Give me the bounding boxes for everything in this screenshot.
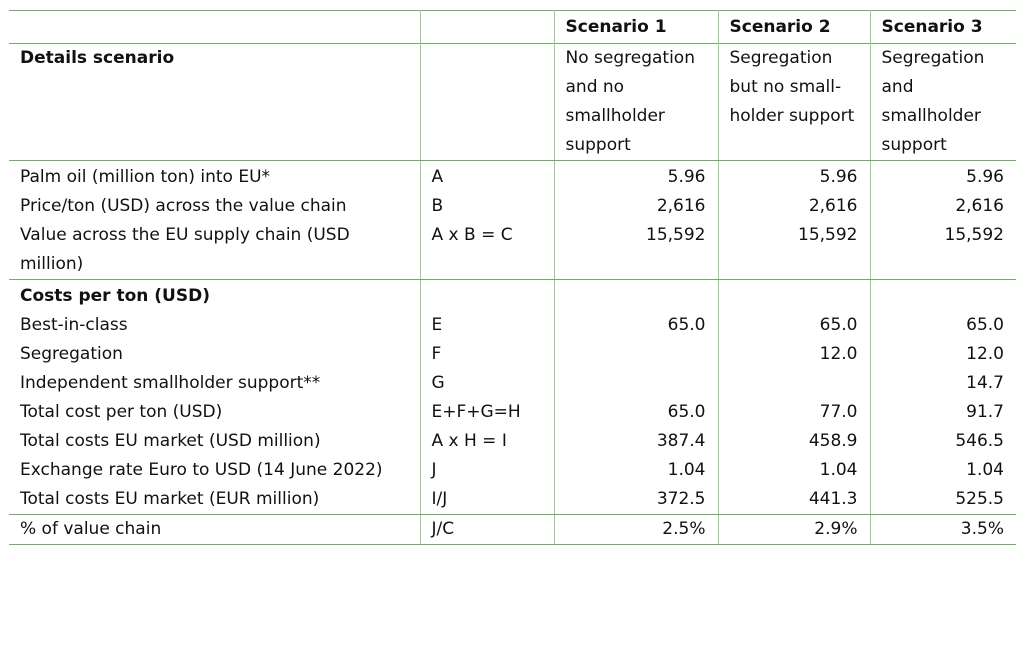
row-value-s2 — [718, 369, 870, 398]
header-scenario-1: Scenario 1 — [554, 11, 718, 44]
row-value-s2: 65.0 — [718, 311, 870, 340]
header-scenario-3: Scenario 3 — [870, 11, 1016, 44]
details-row — [9, 44, 1016, 161]
row-value-s3: 525.5 — [870, 485, 1016, 515]
row-value-s3: 14.7 — [870, 369, 1016, 398]
row-value-s1: 65.0 — [554, 398, 718, 427]
row-value-s2: 2.9% — [718, 515, 870, 545]
table-row-final — [9, 515, 1016, 545]
table-row — [9, 221, 1016, 280]
header-empty-cell — [9, 11, 420, 44]
row-code: J/C — [420, 515, 554, 545]
row-value-s1: 5.96 — [554, 161, 718, 193]
scenario-cost-table — [9, 10, 1016, 545]
row-code: G — [420, 369, 554, 398]
row-code: A — [420, 161, 554, 193]
row-label: Independent smallholder support** — [9, 369, 420, 398]
details-label: Details scenario — [9, 44, 420, 161]
row-code: F — [420, 340, 554, 369]
row-label: Segregation — [9, 340, 420, 369]
row-value-s2: 5.96 — [718, 161, 870, 193]
table-row — [9, 398, 1016, 427]
row-value-s2: 12.0 — [718, 340, 870, 369]
row-label: Price/ton (USD) across the value chain — [9, 192, 420, 221]
row-value-s1: 2.5% — [554, 515, 718, 545]
row-code: A x B = C — [420, 221, 554, 280]
row-value-s3: 546.5 — [870, 427, 1016, 456]
row-code: E+F+G=H — [420, 398, 554, 427]
row-value-s2: 2,616 — [718, 192, 870, 221]
table-row — [9, 427, 1016, 456]
row-label: Exchange rate Euro to USD (14 June 2022) — [9, 456, 420, 485]
details-scenario-3: Segregation and smallholder support — [870, 44, 1016, 161]
row-value-s2: 1.04 — [718, 456, 870, 485]
row-label: Total cost per ton (USD) — [9, 398, 420, 427]
row-code: A x H = I — [420, 427, 554, 456]
header-code-cell — [420, 11, 554, 44]
row-value-s3: 65.0 — [870, 311, 1016, 340]
row-value-s1: 372.5 — [554, 485, 718, 515]
row-value-s3: 5.96 — [870, 161, 1016, 193]
row-value-s3: 12.0 — [870, 340, 1016, 369]
row-value-s1: 387.4 — [554, 427, 718, 456]
row-label: Palm oil (million ton) into EU* — [9, 161, 420, 193]
costs-heading-s1 — [554, 280, 718, 312]
row-value-s1: 2,616 — [554, 192, 718, 221]
details-code-cell — [420, 44, 554, 161]
row-value-s1 — [554, 340, 718, 369]
row-label: Value across the EU supply chain (USD million) — [9, 221, 420, 280]
row-value-s1 — [554, 369, 718, 398]
row-label: % of value chain — [9, 515, 420, 545]
table-row — [9, 192, 1016, 221]
costs-heading-s2 — [718, 280, 870, 312]
scenario-table-container — [9, 10, 1016, 545]
table-row — [9, 485, 1016, 515]
row-value-s3: 2,616 — [870, 192, 1016, 221]
row-label: Best-in-class — [9, 311, 420, 340]
table-row — [9, 311, 1016, 340]
costs-heading-code — [420, 280, 554, 312]
row-value-s2: 77.0 — [718, 398, 870, 427]
costs-heading-s3 — [870, 280, 1016, 312]
table-row — [9, 161, 1016, 193]
row-value-s2: 15,592 — [718, 221, 870, 280]
costs-heading-row — [9, 280, 1016, 312]
row-value-s1: 15,592 — [554, 221, 718, 280]
header-scenario-2: Scenario 2 — [718, 11, 870, 44]
row-value-s2: 458.9 — [718, 427, 870, 456]
table-row — [9, 369, 1016, 398]
row-value-s3: 3.5% — [870, 515, 1016, 545]
table-row — [9, 340, 1016, 369]
row-code: E — [420, 311, 554, 340]
row-label: Total costs EU market (USD million) — [9, 427, 420, 456]
row-value-s2: 441.3 — [718, 485, 870, 515]
row-value-s1: 1.04 — [554, 456, 718, 485]
row-value-s3: 91.7 — [870, 398, 1016, 427]
row-code: I/J — [420, 485, 554, 515]
row-value-s1: 65.0 — [554, 311, 718, 340]
row-code: B — [420, 192, 554, 221]
details-scenario-1: No segregation and no smallholder support — [554, 44, 718, 161]
costs-heading: Costs per ton (USD) — [9, 280, 420, 312]
table-header-row — [9, 11, 1016, 44]
details-scenario-2: Segregation but no small-holder support — [718, 44, 870, 161]
row-code: J — [420, 456, 554, 485]
table-row — [9, 456, 1016, 485]
row-value-s3: 15,592 — [870, 221, 1016, 280]
row-value-s3: 1.04 — [870, 456, 1016, 485]
row-label: Total costs EU market (EUR million) — [9, 485, 420, 515]
